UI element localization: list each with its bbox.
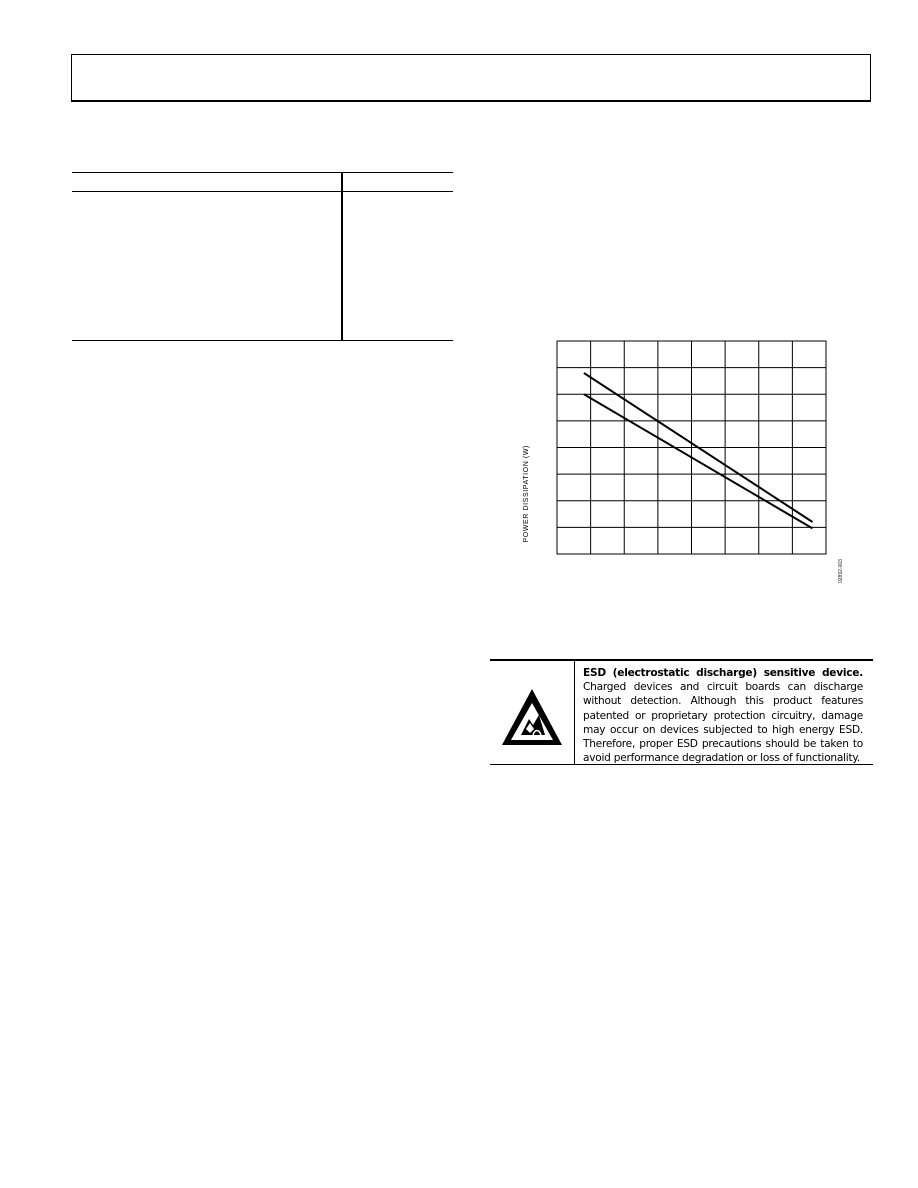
chart-canvas — [510, 335, 850, 595]
figure-code: 02892-003 — [838, 559, 844, 583]
power-dissipation-chart — [510, 335, 850, 595]
esd-icon-cell — [490, 661, 575, 765]
spec-table — [72, 172, 453, 341]
esd-warning-title: ESD (electrostatic discharge) sensitive device. — [583, 667, 863, 679]
esd-warning-body: Charged devices and circuit boards can discharge without detection. Although this product features patented or proprietary protection circuitry, damage may occur on devices subjected to high energy ESD. Therefore, proper ESD precautions should be taken to avoid performance degradation or loss of functionality. — [583, 681, 863, 765]
page-header-box — [71, 54, 871, 102]
table-column-divider — [341, 173, 343, 340]
esd-warning-box — [490, 659, 873, 765]
series-line-2 — [584, 394, 813, 528]
table-header-rule — [72, 191, 453, 192]
esd-warning-text — [583, 666, 863, 765]
esd-warning-icon — [499, 685, 565, 751]
y-axis-label: POWER DISSIPATION (W) — [523, 445, 530, 543]
